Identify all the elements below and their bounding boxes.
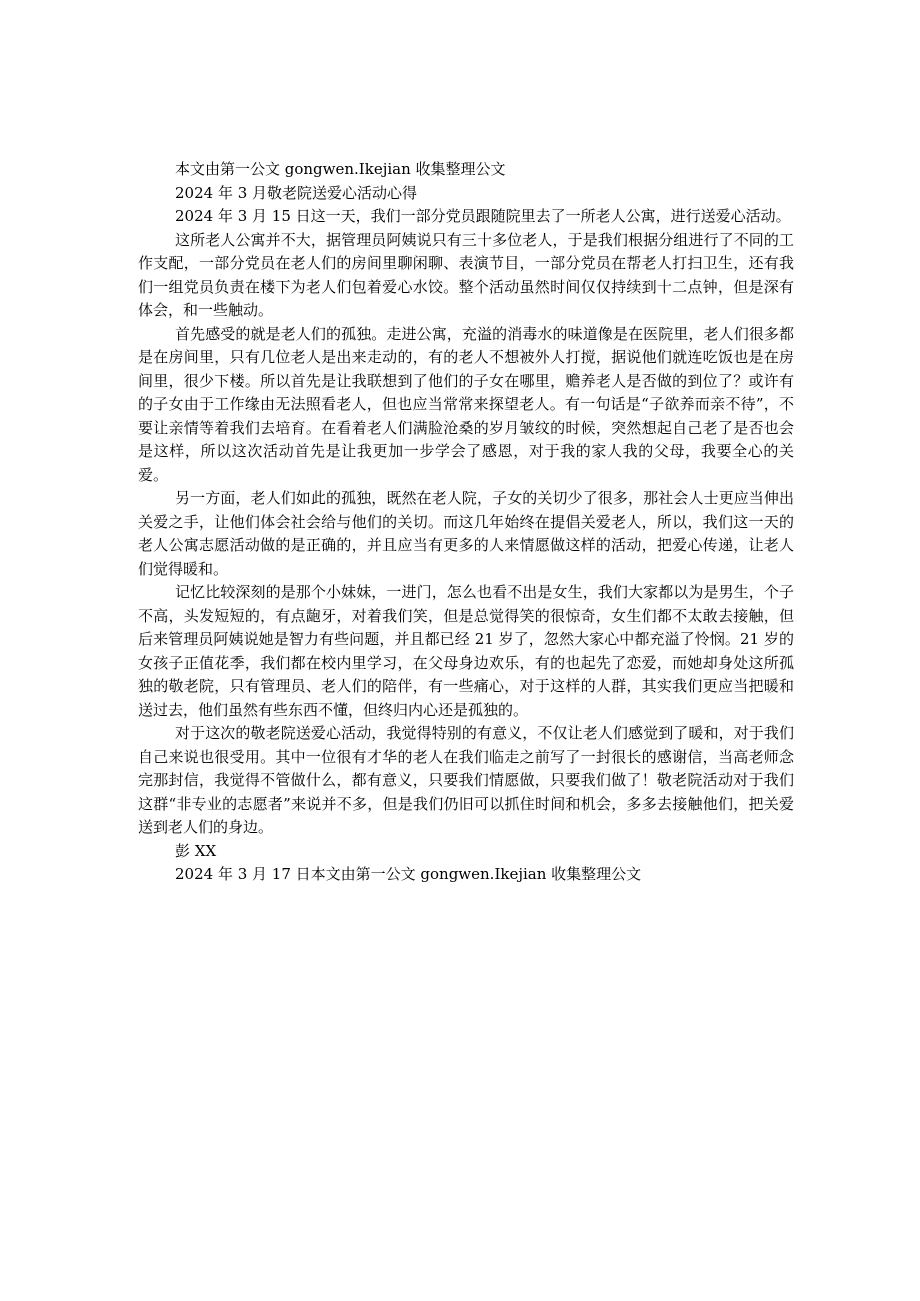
paragraph-conclusion: 对于这次的敬老院送爱心活动，我觉得特别的有意义，不仅让老人们感觉到了暖和，对于我们自己来说也很受用。其中一位很有才华的老人在我们临走之前写了一封很长的感谢信，当高老师念完那封信，我觉得不管做什么，都有意义，只要我们情愿做，只要我们做了！敬老院活动对于我们这群“非专业的志愿者”来说并不多，但是我们仍旧可以抓住时间和机会，多多去接触他们，把关爱送到老人们的身边。 <box>138 724 794 836</box>
paragraph-apartment: 这所老人公寓并不大，据管理员阿姨说只有三十多位老人，于是我们根据分组进行了不同的工作支配，一部分党员在老人们的房间里聊闲聊、表演节目，一部分党员在帮老人打扫卫生，还有我们一组党员负责在楼下为老人们包着爱心水饺。整个活动虽然时间仅仅持续到十二点钟，但是深有体会，和一些触动。 <box>138 230 794 319</box>
footer-date-source-line: 2024 年 3 月 17 日本文由第一公文 gongwen.Ikejian 收集整理公文 <box>175 865 642 883</box>
paragraph-intro: 2024 年 3 月 15 日这一天，我们一部分党员跟随院里去了一所老人公寓，进行送爱心活动。 <box>175 207 791 225</box>
signature: 彭 XX <box>175 841 217 860</box>
paragraph-little-sister: 记忆比较深刻的是那个小妹妹，一进门，怎么也看不出是女生，我们大家都以为是男生，个子不高，头发短短的，有点龅牙，对着我们笑，但是总觉得笑的很惊奇，女生们都不太敢去接触，但后来管理员阿姨说她是智力有些问题，并且都已经 21 岁了，忽然大家心中都充溢了怜悯。21 岁的女孩子正值花季，我们都在校内里学习，在父母身边欢乐，有的也起先了恋爱，而她却身处这所孤独的敬老院，只有管理员、老人们的陪伴，有一些痛心，对于这样的人群，其实我们更应当把暖和送过去，他们虽然有些东西不懂，但终归内心还是孤独的。 <box>138 583 794 719</box>
document-title: 2024 年 3 月敬老院送爱心活动心得 <box>175 183 418 202</box>
paragraph-loneliness: 首先感受的就是老人们的孤独。走进公寓，充溢的消毒水的味道像是在医院里，老人们很多都是在房间里，只有几位老人是出来走动的，有的老人不想被外人打搅，据说他们就连吃饭也是在房间里，很少下楼。所以首先是让我联想到了他们的子女在哪里，赡养老人是否做的到位了？或许有的子女由于工作缘由无法照看老人，但也应当常常来探望老人。有一句话是“子欲养而亲不待”，不要让亲情等着我们去培育。在看着老人们满脸沧桑的岁月皱纹的时候，突然想起自己老了是否也会是这样，所以这次活动首先是让我更加一步学会了感恩，对于我的家人我的父母，我要全心的关爱。 <box>138 324 794 484</box>
document-body <box>138 158 794 887</box>
paragraph-society: 另一方面，老人们如此的孤独，既然在老人院，子女的关切少了很多，那社会人士更应当伸出关爱之手，让他们体会社会给与他们的关切。而这几年始终在提倡关爱老人，所以，我们这一天的老人公寓志愿活动做的是正确的，并且应当有更多的人来情愿做这样的活动，把爱心传递，让老人们觉得暖和。 <box>138 489 794 578</box>
header-source-line: 本文由第一公文 gongwen.Ikejian 收集整理公文 <box>175 160 506 178</box>
